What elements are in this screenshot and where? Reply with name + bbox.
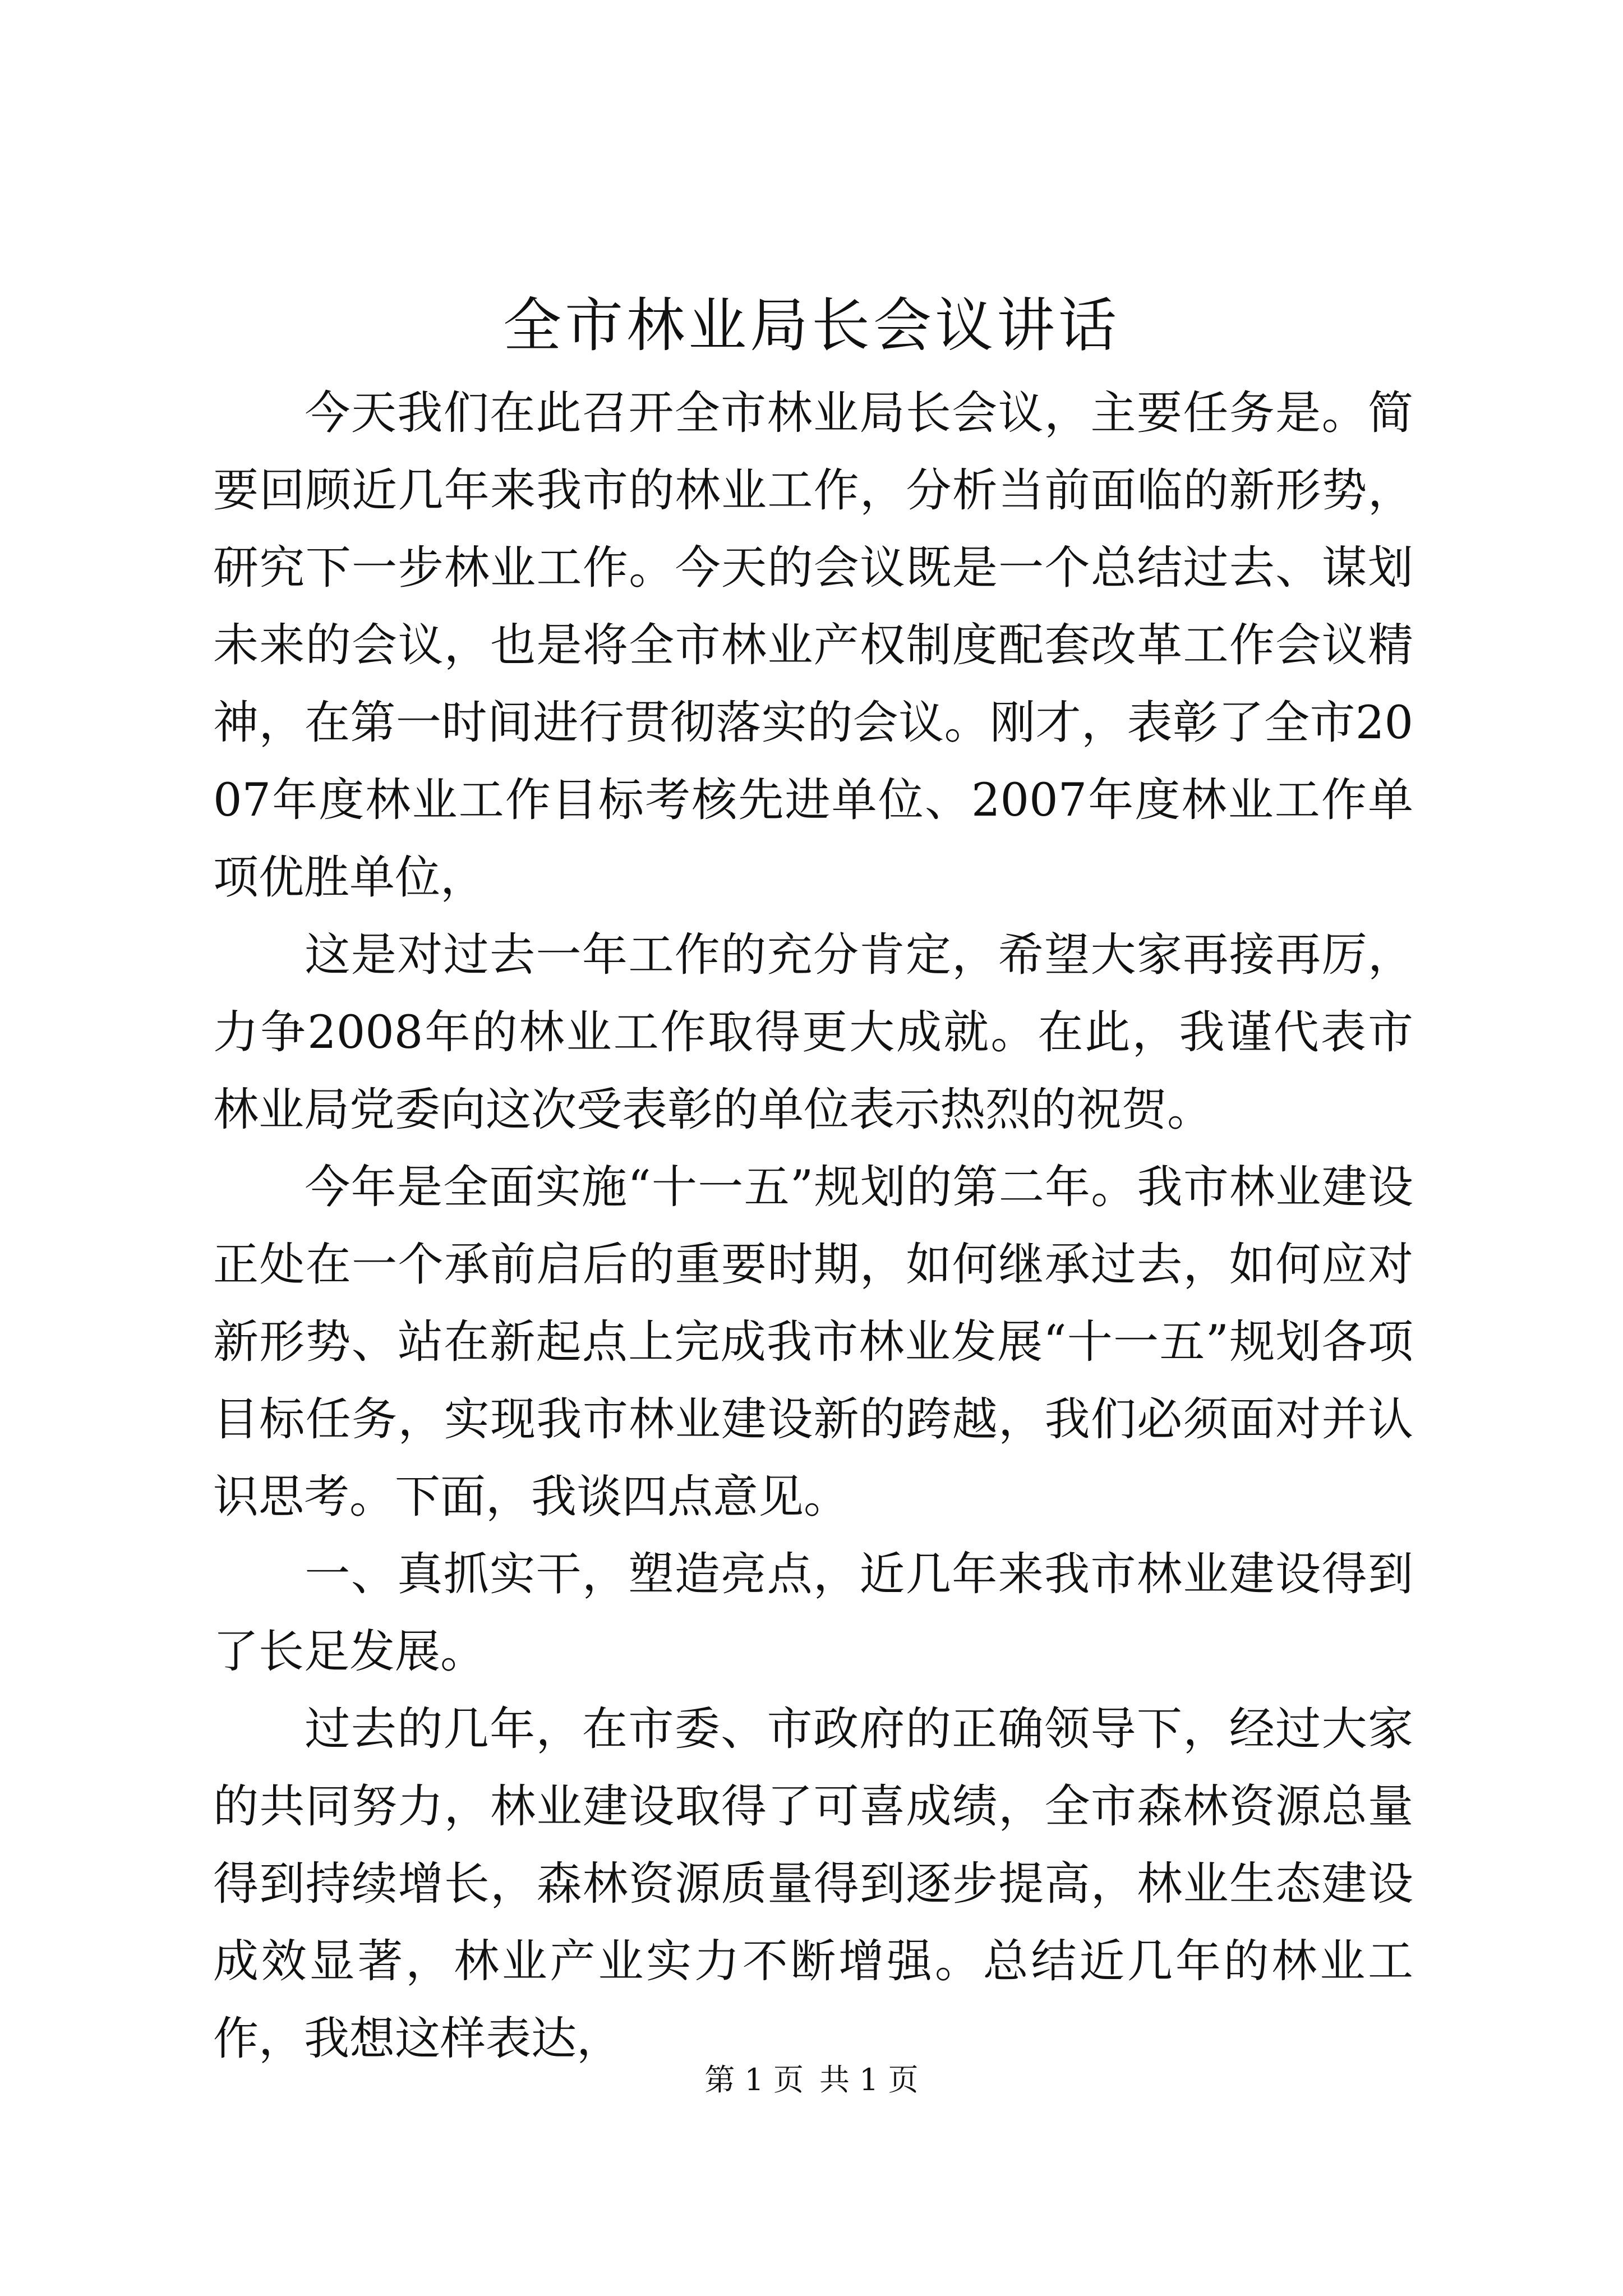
document-body <box>213 375 1413 2078</box>
page-footer <box>0 2058 1623 2102</box>
body-paragraph <box>213 1149 1413 1536</box>
paragraph-text: 今年是全面实施“十一五”规划的第二年。我市林业建设正处在一个承前启后的重要时期，如何继承过去，如何应对新形势、站在新起点上完成我市林业发展“十一五”规划各项目标任务，实现我市林业建设新的跨越，我们必须面对并认识思考。下面，我谈四点意见。 <box>213 1161 1413 1524</box>
body-paragraph <box>213 1691 1413 2078</box>
page-total: 共 1 页 <box>819 2062 919 2097</box>
paragraph-text: 过去的几年，在市委、市政府的正确领导下，经过大家的共同努力，林业建设取得了可喜成绩，全市森林资源总量得到持续增长，森林资源质量得到逐步提高，林业生态建设成效显著，林业产业实力不断增强。总结近几年的林业工作，我想这样表达， <box>213 1703 1413 2065</box>
section-heading-paragraph <box>213 1536 1413 1691</box>
body-paragraph <box>213 917 1413 1149</box>
paragraph-text: 这是对过去一年工作的充分肯定，希望大家再接再厉，力争2008年的林业工作取得更大成就。在此，我谨代表市林业局党委向这次受表彰的单位表示热烈的祝贺。 <box>213 929 1413 1137</box>
paragraph-text: 一、真抓实干，塑造亮点，近几年来我市林业建设得到了长足发展。 <box>213 1548 1413 1678</box>
paragraph-text: 今天我们在此召开全市林业局长会议，主要任务是。简要回顾近几年来我市的林业工作，分析当前面临的新形势，研究下一步林业工作。今天的会议既是一个总结过去、谋划未来的会议，也是将全市林业产权制度配套改革工作会议精神，在第一时间进行贯彻落实的会议。刚才，表彰了全市2007年度林业工作目标考核先进单位、2007年度林业工作单项优胜单位， <box>213 387 1413 904</box>
page-number: 第 1 页 <box>704 2062 804 2097</box>
document-title: 全市林业局长会议讲话 <box>502 291 1120 360</box>
body-paragraph <box>213 375 1413 917</box>
